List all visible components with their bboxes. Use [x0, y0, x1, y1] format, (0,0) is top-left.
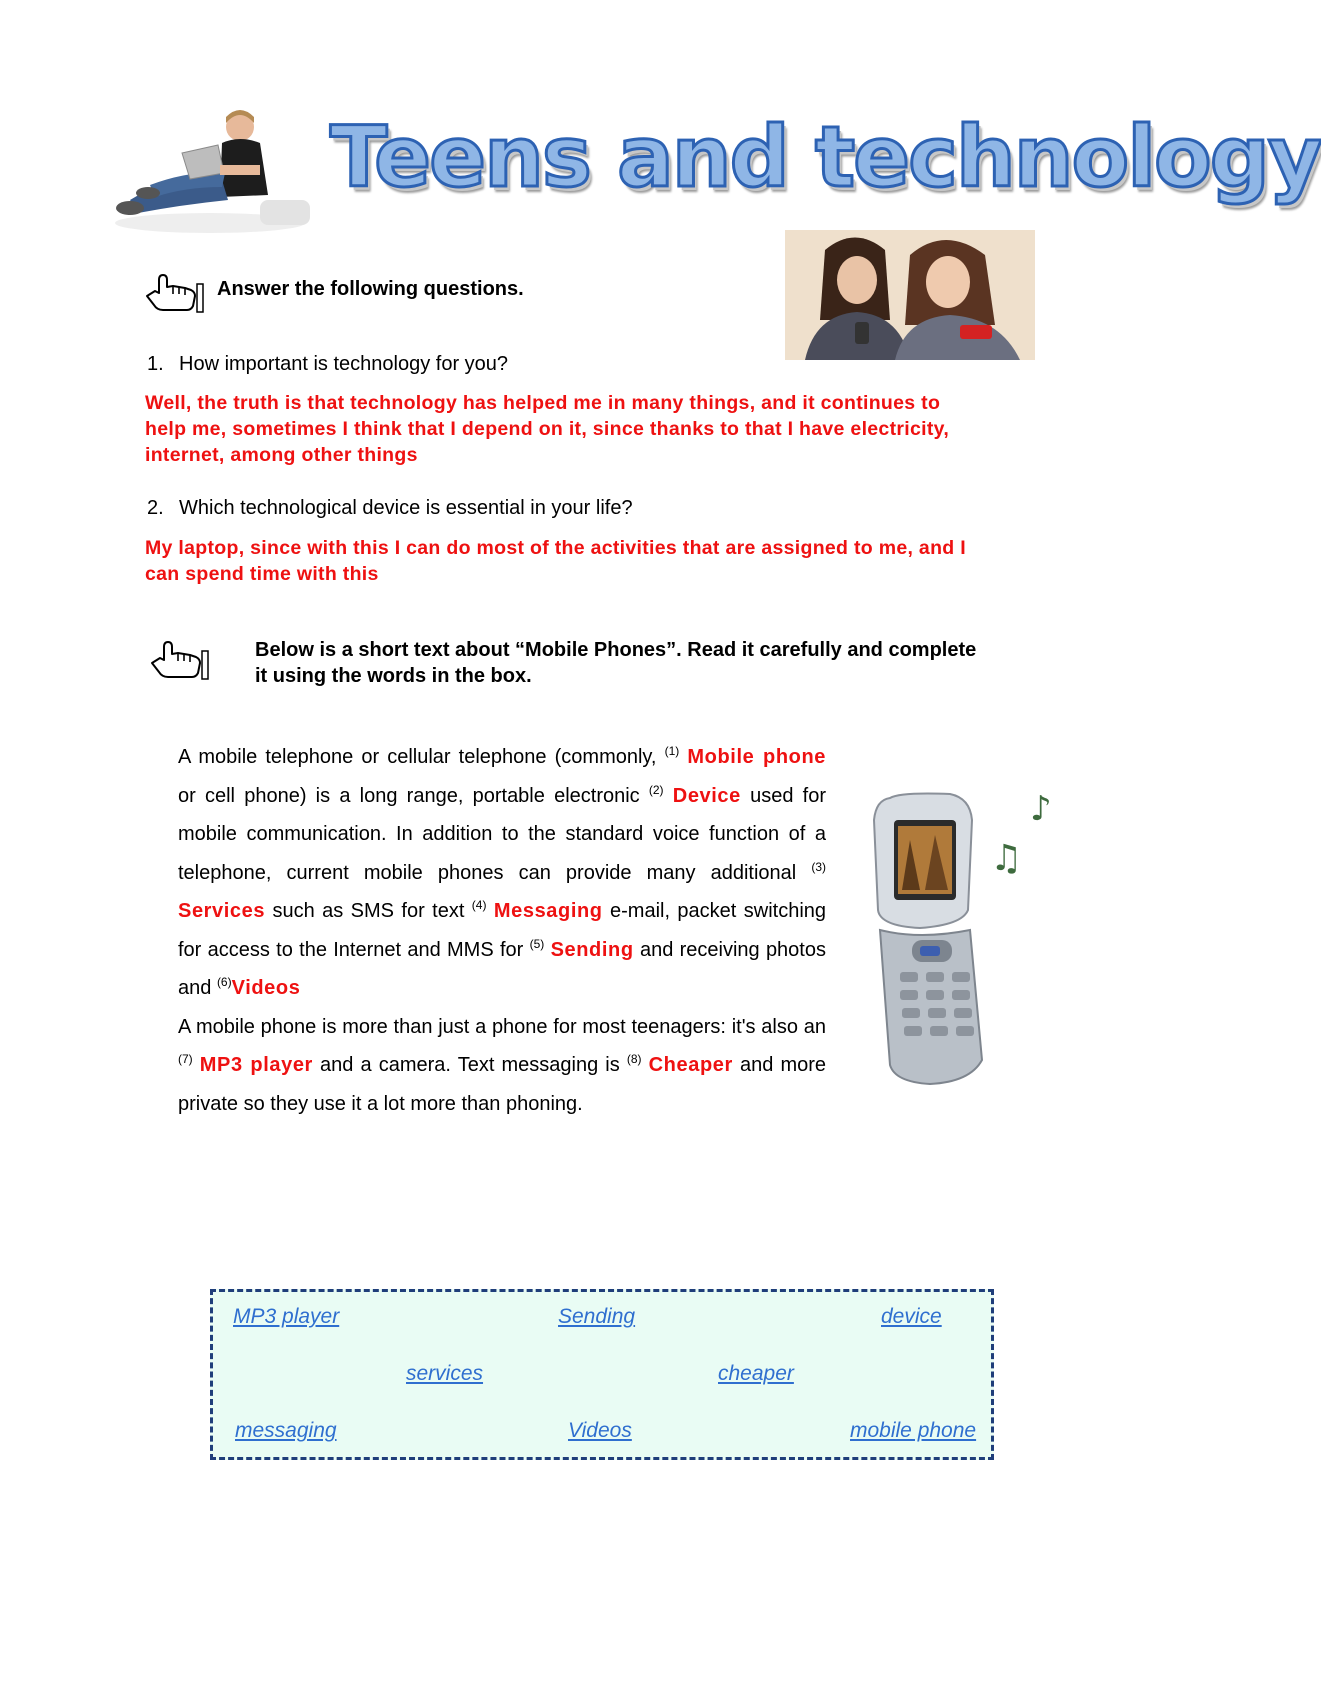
question-2-text: Which technological device is essential in your life? — [179, 497, 633, 519]
blank-number: (4) — [471, 898, 487, 912]
section2-instruction-line-2: it using the words in the box. — [255, 665, 532, 687]
blank-number: (3) — [811, 859, 826, 874]
answer-2-line-2: can spend time with this — [145, 563, 379, 585]
passage-text: such as SMS for text — [265, 900, 472, 922]
passage-text: A mobile telephone or cellular telephone (commonly, — [178, 746, 665, 768]
passage-text: and a camera. Text messaging is — [312, 1054, 627, 1076]
blank-number: (1) — [664, 744, 680, 758]
answer-1-line-2: help me, sometimes I think that I depend on it, since thanks to that I have electricity, — [145, 418, 950, 440]
passage-text: and more private so they use it a lot more than phoning. — [178, 1054, 827, 1115]
blank-number: (7) — [178, 1052, 193, 1066]
blank-number: (8) — [626, 1052, 642, 1066]
flip-phone-image — [850, 790, 1080, 1095]
blank-answer-1: Mobile phone — [687, 746, 827, 768]
blank-answer-2: Device — [672, 784, 741, 807]
word-box-item: services — [406, 1362, 484, 1385]
blank-answer-4: Messaging — [493, 900, 603, 922]
svg-text:♪: ♪ — [1030, 789, 1052, 829]
word-box-item: MP3 player — [233, 1305, 340, 1328]
blank-number: (2) — [648, 782, 664, 797]
question-2-number: 2. — [147, 497, 164, 519]
passage-text: used for mobile communication. In addition to the standard voice function of a telephone, current mobile phones can provide many additional — [178, 784, 826, 884]
word-box-item: Sending — [558, 1305, 636, 1328]
word-box-item: mobile phone — [850, 1419, 977, 1442]
pointing-hand-icon — [145, 270, 205, 314]
section2-instruction — [255, 637, 1075, 689]
girls-with-devices-image — [785, 230, 1035, 360]
page-title: Teens and technology — [330, 108, 1321, 206]
passage-text: or cell phone) is a long range, portable electronic — [178, 784, 649, 807]
pointing-hand-icon — [150, 637, 210, 681]
answer-2 — [145, 535, 1065, 587]
blank-answer-8: Cheaper — [648, 1054, 733, 1076]
answer-1-line-1: Well, the truth is that technology has helped me in many things, and it continues to — [145, 392, 941, 414]
blank-answer-7: MP3 player — [199, 1054, 313, 1076]
word-box-item: Videos — [568, 1419, 632, 1442]
blank-number: (6) — [216, 975, 232, 989]
blank-number: (5) — [529, 936, 545, 951]
blank-answer-6: Videos — [231, 977, 301, 999]
blank-answer-3: Services — [178, 900, 266, 922]
passage-text: and receiving photos and — [178, 938, 826, 999]
word-box-item: cheaper — [718, 1362, 794, 1385]
answer-1-line-3: internet, among other things — [145, 444, 418, 466]
question-1-number: 1. — [147, 353, 164, 375]
question-1-text: How important is technology for you? — [179, 353, 509, 375]
section1-instruction: Answer the following questions. — [217, 278, 524, 300]
passage-text: e-mail, packet switching for access to the Internet and MMS for — [178, 900, 827, 961]
word-box-item: messaging — [235, 1419, 337, 1442]
mobile-phones-passage — [178, 738, 826, 1123]
answer-2-line-1: My laptop, since with this I can do most of the activities that are assigned to me, and I — [145, 537, 966, 559]
section2-instruction-line-1: Below is a short text about “Mobile Phones”. Read it carefully and complete — [255, 639, 977, 661]
answer-1 — [145, 390, 1065, 468]
svg-text:♫: ♫ — [990, 838, 1023, 879]
word-box — [210, 1289, 994, 1460]
word-box-item: device — [881, 1305, 942, 1328]
boy-with-laptop-image — [110, 105, 310, 240]
blank-answer-5: Sending — [550, 938, 634, 961]
passage-text: A mobile phone is more than just a phone for most teenagers: it's also an — [178, 1015, 826, 1038]
